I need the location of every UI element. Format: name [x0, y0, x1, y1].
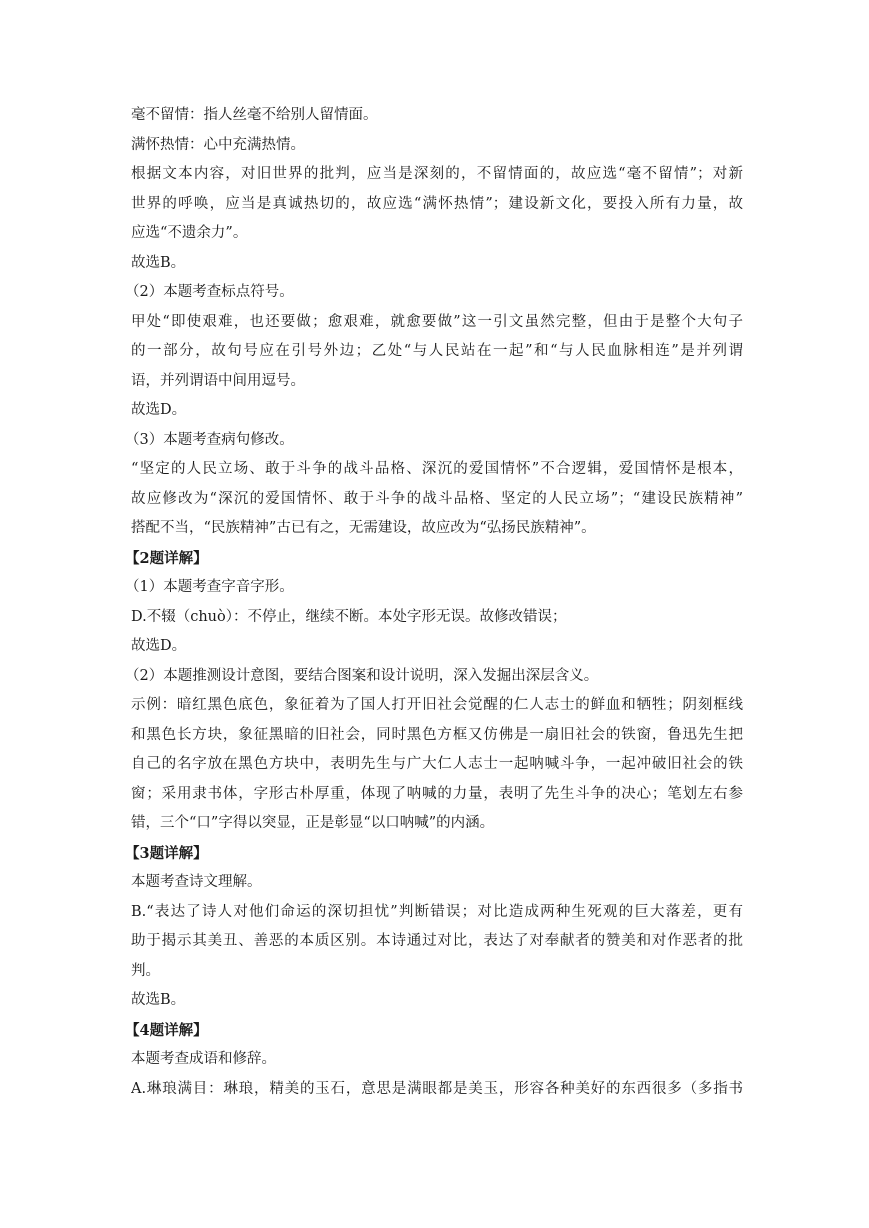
- text-line: 搭配不当，“民族精神”古已有之，无需建设，故应改为“弘扬民族精神”。: [131, 520, 596, 536]
- text-line: 故选D。: [131, 402, 187, 418]
- text-line: A.琳琅满目：琳琅，精美的玉石，意思是满眼都是美玉，形容各种美好的东西很多（多指书: [131, 1080, 743, 1097]
- text-line: 故选B。: [131, 254, 186, 271]
- text-line: 判。: [131, 962, 160, 979]
- text-line: 本题考查诗文理解。: [131, 874, 262, 890]
- text-line: 毫不留情：指人丝毫不给别人留情面。: [131, 107, 378, 123]
- text-line: 语，并列谓语中间用逗号。: [131, 372, 305, 389]
- section-heading: 【4题详解】: [125, 1021, 208, 1039]
- subquestion-line: （2）本题推测设计意图，要结合图案和设计说明，深入发掘出深层含义。: [125, 667, 599, 684]
- text-line: 世界的呼唤，应当是真诚热切的，故应选“满怀热情”；建设新文化，要投入所有力量，故: [131, 195, 743, 212]
- text-line: 满怀热情：心中充满热情。: [131, 136, 305, 153]
- text-line: 的一部分，故句号应在引号外边；乙处“与人民站在一起”和“与人民血脉相连”是并列谓: [131, 343, 743, 359]
- section-heading: 【2题详解】: [125, 549, 208, 567]
- text-line: 本题考查成语和修辞。: [131, 1051, 276, 1067]
- document-body: [125, 101, 743, 1104]
- subquestion-line: （1）本题考查字音字形。: [125, 579, 294, 595]
- text-line: 故选B。: [131, 992, 186, 1008]
- text-line: 窗；采用隶书体，字形古朴厚重，体现了呐喊的力量，表明了先生斗争的决心；笔划左右参: [131, 785, 743, 802]
- subquestion-line: （3）本题考查病句修改。: [125, 431, 294, 448]
- text-line: 自己的名字放在黑色方块中，表明先生与广大仁人志士一起呐喊斗争，一起冲破旧社会的铁: [131, 756, 743, 772]
- text-line: D.不辍（chuò）：不停止，继续不断。本处字形无误。故修改错误；: [131, 608, 567, 625]
- text-line: 助于揭示其美丑、善恶的本质区别。本诗通过对比，表达了对奉献者的赞美和对作恶者的批: [131, 933, 743, 949]
- section-heading: 【3题详解】: [125, 844, 208, 862]
- text-line: 应选“不遗余力”。: [131, 225, 248, 241]
- text-line: B.“表达了诗人对他们命运的深切担忧”判断错误；对比造成两种生死观的巨大落差，更有: [131, 903, 743, 920]
- text-line: 和黑色长方块，象征黑暗的旧社会，同时黑色方框又仿佛是一扇旧社会的铁窗，鲁迅先生把: [131, 726, 743, 743]
- text-line: 甲处“即使艰难，也还要做；愈艰难，就愈要做”这一引文虽然完整，但由于是整个大句子: [131, 313, 743, 330]
- subquestion-line: （2）本题考查标点符号。: [125, 284, 294, 300]
- text-line: 示例：暗红黑色底色，象征着为了国人打开旧社会觉醒的仁人志士的鲜血和牺牲；阴刻框线: [131, 697, 743, 713]
- text-line: 故应修改为“深沉的爱国情怀、敢于斗争的战斗品格、坚定的人民立场”；“建设民族精神”: [131, 490, 743, 507]
- text-line: “坚定的人民立场、敢于斗争的战斗品格、深沉的爱国情怀”不合逻辑，爱国情怀是根本，: [131, 461, 743, 477]
- text-line: 错，三个“口”字得以突显，正是彰显“以口呐喊”的内涵。: [131, 815, 495, 831]
- text-line: 故选D。: [131, 638, 187, 654]
- text-line: 根据文本内容，对旧世界的批判，应当是深刻的，不留情面的，故应选“毫不留情”；对新: [131, 166, 743, 182]
